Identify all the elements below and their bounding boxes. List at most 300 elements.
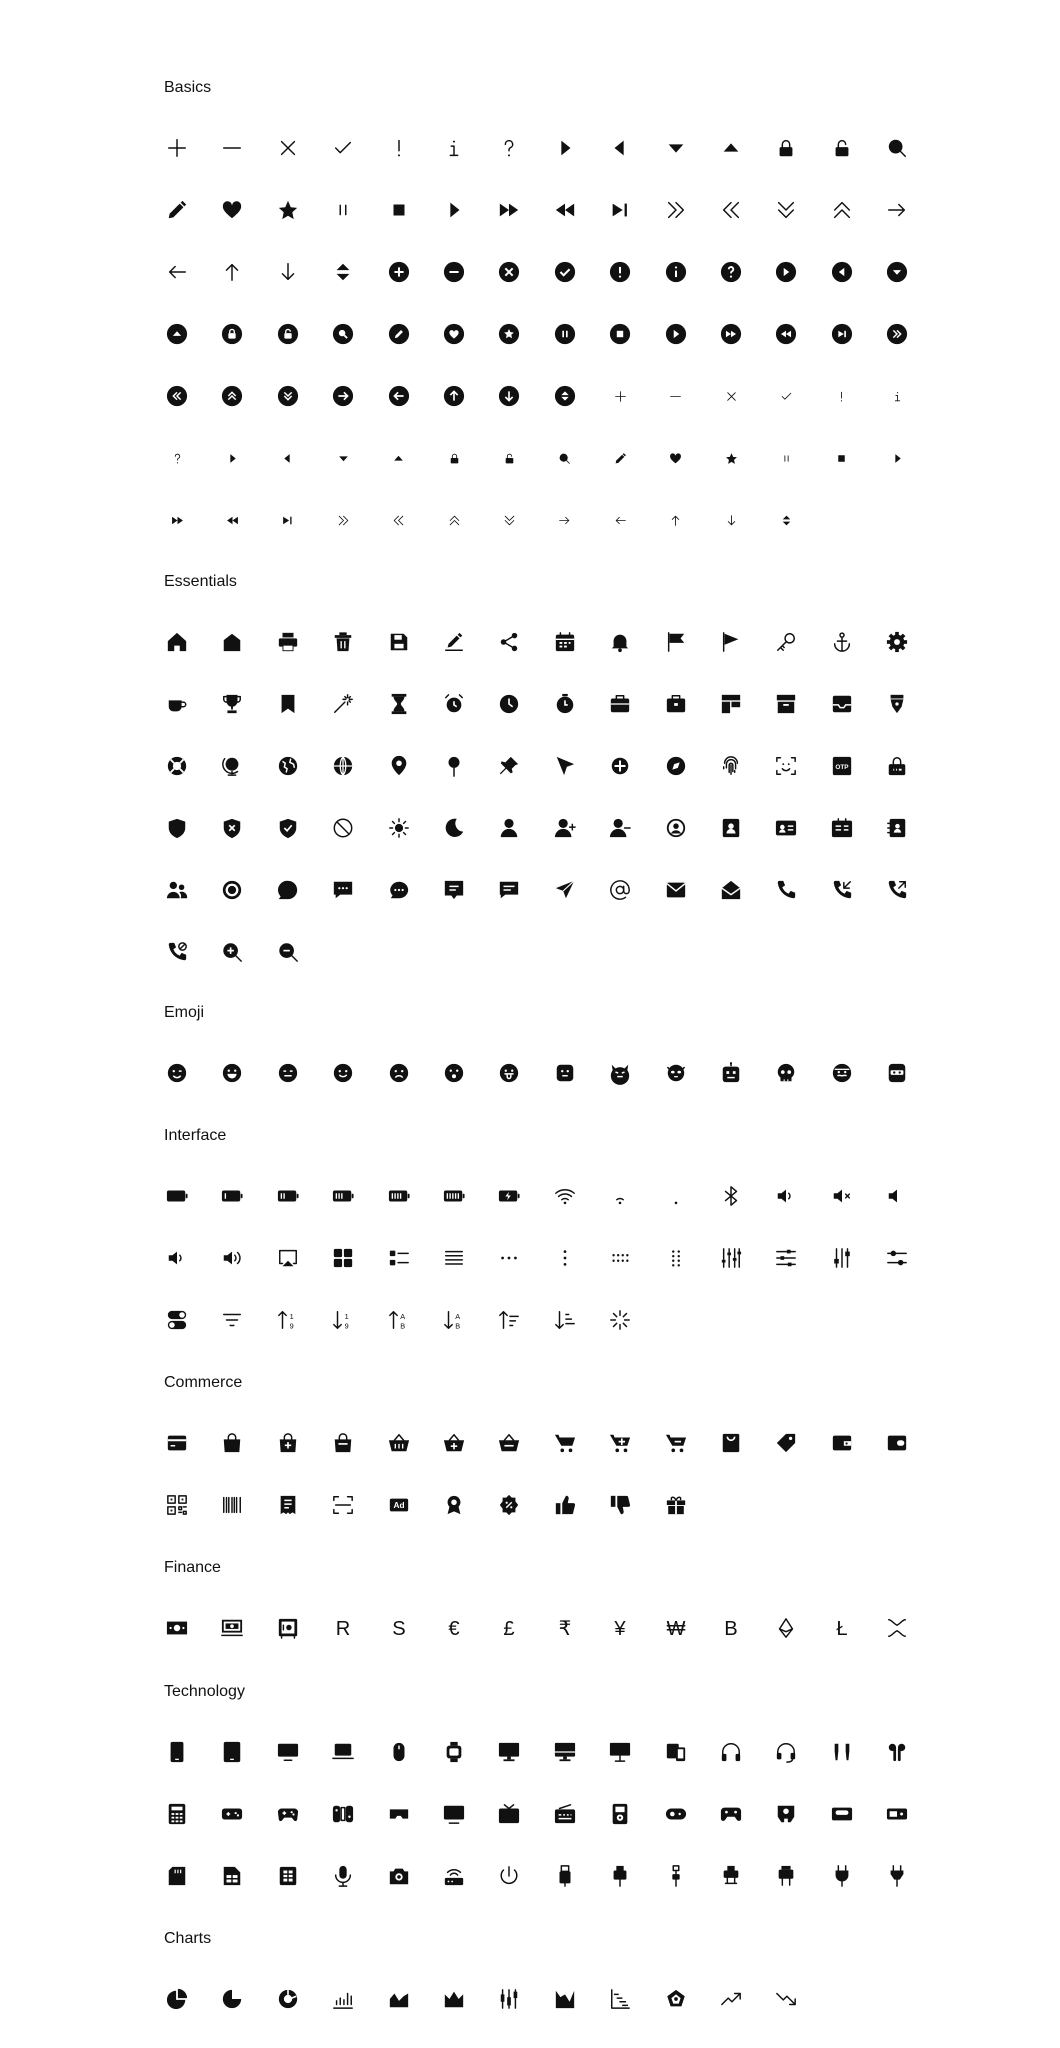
sort-amount-down-icon [551, 1306, 579, 1334]
volume-medium-icon [163, 1244, 191, 1272]
globe-alt-icon [329, 752, 357, 780]
dots-grid-horizontal-icon [606, 1244, 634, 1272]
close-circle-icon [495, 258, 523, 286]
connector-icon [717, 1862, 745, 1890]
banknotes-icon [218, 1614, 246, 1642]
award-badge-icon [440, 1491, 468, 1519]
block-icon [329, 814, 357, 842]
sliders-alt-icon [828, 1244, 856, 1272]
mail-icon [662, 876, 690, 904]
rewind-icon [551, 196, 579, 224]
fast-forward-circle-icon [717, 320, 745, 348]
moon-icon [440, 814, 468, 842]
pencil-circle-icon [385, 320, 413, 348]
ripple-icon [883, 1614, 911, 1642]
chevrons-down-icon [772, 196, 800, 224]
gantt-chart-icon [606, 1985, 634, 2013]
id-card-icon [772, 814, 800, 842]
chip-icon [274, 1862, 302, 1890]
section-heading: Finance [164, 1559, 221, 1576]
battery-charging-icon [495, 1182, 523, 1210]
emoji-devil-icon [606, 1059, 634, 1087]
stopwatch-icon [551, 690, 579, 718]
receipt-icon [274, 1491, 302, 1519]
grid-icon [329, 1244, 357, 1272]
tv-retro-icon [495, 1800, 523, 1828]
pushpin-icon [440, 752, 468, 780]
play-icon [440, 196, 468, 224]
radar-chart-icon [662, 1985, 690, 2013]
console-icon [883, 1800, 911, 1828]
area-chart-alt-icon [440, 1985, 468, 2013]
credit-card-icon [163, 1429, 191, 1457]
usb-icon [551, 1862, 579, 1890]
emoji-skull-icon [772, 1059, 800, 1087]
monitor-icon [274, 1738, 302, 1766]
battery-three-quarter-icon [329, 1182, 357, 1210]
svg-text:S: S [391, 1618, 406, 1641]
user-remove-icon [606, 814, 634, 842]
dots-horizontal-icon [495, 1244, 523, 1272]
bitcoin-icon [717, 1614, 745, 1642]
sort-icon [329, 258, 357, 286]
chevrons-left-small-icon [385, 506, 413, 534]
check-circle-icon [551, 258, 579, 286]
search-circle-icon [329, 320, 357, 348]
star-small-icon [717, 444, 745, 472]
svg-text:A: A [399, 1312, 405, 1322]
home-alt-icon [218, 628, 246, 656]
briefcase-alt-icon [662, 690, 690, 718]
sort-numeric-down-icon [329, 1306, 357, 1334]
sort-alpha-up-icon [385, 1306, 413, 1334]
shopping-bag-icon [218, 1429, 246, 1457]
minus-small-icon [662, 382, 690, 410]
reverse-play-small-icon [274, 444, 302, 472]
pie-chart-alt-icon [218, 1985, 246, 2013]
phone-icon [772, 876, 800, 904]
trash-icon [329, 628, 357, 656]
user-circle-icon [662, 814, 690, 842]
address-book-icon [883, 814, 911, 842]
chevrons-left-icon [717, 196, 745, 224]
section-heading: Charts [164, 1930, 212, 1947]
svg-text:A: A [455, 1312, 461, 1322]
target-icon [218, 876, 246, 904]
list-icon [385, 1244, 413, 1272]
calendar-icon [551, 628, 579, 656]
caret-up-small-icon [385, 444, 413, 472]
emoji-tongue-icon [495, 1059, 523, 1087]
svg-text:Ad: Ad [393, 1501, 405, 1511]
section-heading: Technology [164, 1683, 245, 1700]
sliders-icon [883, 1244, 911, 1272]
key-icon [772, 628, 800, 656]
chevrons-left-circle-icon [163, 382, 191, 410]
radio-icon [551, 1800, 579, 1828]
fast-forward-icon [495, 196, 523, 224]
loader-icon [606, 1306, 634, 1334]
chevrons-down-circle-icon [274, 382, 302, 410]
svg-text:¥: ¥ [614, 1618, 626, 1641]
search-small-icon [551, 444, 579, 472]
reverse-play-icon [606, 134, 634, 162]
emoji-alien-icon [662, 1059, 690, 1087]
chevrons-up-icon [828, 196, 856, 224]
arrow-left-circle-icon [385, 382, 413, 410]
chevrons-up-small-icon [440, 506, 468, 534]
svg-text:9: 9 [289, 1321, 294, 1331]
flag-alt-icon [717, 628, 745, 656]
ad-icon [385, 1491, 413, 1519]
check-small-icon [772, 382, 800, 410]
play-icon [551, 134, 579, 162]
hourglass-icon [385, 690, 413, 718]
plus-icon [163, 134, 191, 162]
stop-icon [385, 196, 413, 224]
rupee-icon [551, 1614, 579, 1642]
emoji-laugh-icon [218, 1059, 246, 1087]
svg-text:B: B [724, 1618, 738, 1641]
skip-next-small-icon [274, 506, 302, 534]
pencil-icon [163, 196, 191, 224]
stop-small-icon [828, 444, 856, 472]
airplay-icon [274, 1244, 302, 1272]
lock-icon [772, 134, 800, 162]
question-small-icon [163, 444, 191, 472]
svg-text:1: 1 [289, 1312, 294, 1322]
caret-up-icon [717, 134, 745, 162]
cart-icon [551, 1429, 579, 1457]
desktop-icon [495, 1738, 523, 1766]
arrow-left-small-icon [606, 506, 634, 534]
basket-alt-icon [495, 1429, 523, 1457]
edit-icon [440, 628, 468, 656]
laptop-icon [329, 1738, 357, 1766]
play-small-icon [883, 444, 911, 472]
pen-nib-icon [883, 690, 911, 718]
save-icon [385, 628, 413, 656]
crosshair-icon [606, 752, 634, 780]
rand-icon [329, 1614, 357, 1642]
skip-next-circle-icon [828, 320, 856, 348]
area-chart-icon [385, 1985, 413, 2013]
gear-icon [883, 628, 911, 656]
plug-alt-icon [883, 1862, 911, 1890]
chevrons-right-icon [662, 196, 690, 224]
password-lock-icon [883, 752, 911, 780]
arrow-right-small-icon [551, 506, 579, 534]
trend-down-icon [772, 1985, 800, 2013]
battery-half-icon [274, 1182, 302, 1210]
usb-stick-icon [662, 1862, 690, 1890]
gift-icon [662, 1491, 690, 1519]
sort-small-icon [772, 506, 800, 534]
joystick-icon [662, 1800, 690, 1828]
unlock-small-icon [495, 444, 523, 472]
tablet-icon [218, 1738, 246, 1766]
phone-device-icon [163, 1738, 191, 1766]
flag-icon [662, 628, 690, 656]
emoji-wink-icon [163, 1059, 191, 1087]
briefcase-icon [606, 690, 634, 718]
caret-down-small-icon [329, 444, 357, 472]
anchor-icon [828, 628, 856, 656]
tag-icon [772, 1429, 800, 1457]
fast-forward-small-icon [163, 506, 191, 534]
euro-icon [440, 1614, 468, 1642]
globe-icon [274, 752, 302, 780]
shield-check-icon [274, 814, 302, 842]
sun-icon [385, 814, 413, 842]
svg-text:€: € [448, 1618, 460, 1641]
vr-headset-icon [385, 1800, 413, 1828]
search-icon [883, 134, 911, 162]
svg-text:1: 1 [344, 1312, 349, 1322]
pause-icon [329, 196, 357, 224]
emoji-smile-icon [329, 1059, 357, 1087]
star-circle-icon [495, 320, 523, 348]
emoji-sad-icon [385, 1059, 413, 1087]
shopping-bag-alt-icon [329, 1429, 357, 1457]
user-add-icon [551, 814, 579, 842]
sort-alpha-down-icon [440, 1306, 468, 1334]
svg-text:₹: ₹ [558, 1618, 572, 1641]
emoji-square-face-icon [551, 1059, 579, 1087]
message-text-icon [495, 876, 523, 904]
reverse-play-circle-icon [828, 258, 856, 286]
cassette-icon [828, 1800, 856, 1828]
printer-icon [274, 628, 302, 656]
emoji-neutral-icon [274, 1059, 302, 1087]
stop-circle-icon [606, 320, 634, 348]
basket-add-icon [440, 1429, 468, 1457]
discount-badge-icon [495, 1491, 523, 1519]
message-icon [440, 876, 468, 904]
arrow-down-small-icon [717, 506, 745, 534]
controller-alt-icon [717, 1800, 745, 1828]
emoji-bearded-icon [828, 1059, 856, 1087]
pause-circle-icon [551, 320, 579, 348]
arrow-down-circle-icon [495, 382, 523, 410]
yen-icon [606, 1614, 634, 1642]
emoji-robot-icon [717, 1059, 745, 1087]
caret-down-circle-icon [883, 258, 911, 286]
question-circle-icon [717, 258, 745, 286]
section-heading: Basics [164, 79, 212, 96]
controller-retro-icon [772, 1800, 800, 1828]
battery-empty-icon [163, 1182, 191, 1210]
unlock-icon [828, 134, 856, 162]
info-icon [440, 134, 468, 162]
candlestick-chart-icon [495, 1985, 523, 2013]
play-circle-icon [662, 320, 690, 348]
globe-stand-icon [218, 752, 246, 780]
emoji-ninja-icon [883, 1059, 911, 1087]
face-scan-icon [772, 752, 800, 780]
power-icon [495, 1862, 523, 1890]
section-heading: Commerce [164, 1374, 243, 1391]
exclamation-icon [385, 134, 413, 162]
banknote-icon [163, 1614, 191, 1642]
arrow-up-small-icon [662, 506, 690, 534]
archive-icon [772, 690, 800, 718]
svg-text:Ł: Ł [836, 1618, 848, 1641]
sort-circle-icon [551, 382, 579, 410]
battery-full-icon [440, 1182, 468, 1210]
arrow-up-circle-icon [440, 382, 468, 410]
litecoin-icon [828, 1614, 856, 1642]
plus-small-icon [606, 382, 634, 410]
svg-text:B: B [455, 1321, 461, 1331]
controller-icon [274, 1800, 302, 1828]
sim-card-icon [218, 1862, 246, 1890]
microphone-icon [329, 1862, 357, 1890]
phone-outgoing-icon [883, 876, 911, 904]
arrow-up-icon [218, 258, 246, 286]
desktop-stand-icon [606, 1738, 634, 1766]
shopping-bag-add-icon [274, 1429, 302, 1457]
layout-icon [717, 690, 745, 718]
compass-icon [662, 752, 690, 780]
close-icon [274, 134, 302, 162]
wallet-alt-icon [883, 1429, 911, 1457]
router-icon [440, 1862, 468, 1890]
contact-icon [717, 814, 745, 842]
bar-chart-icon [329, 1985, 357, 2013]
qr-code-icon [163, 1491, 191, 1519]
map-pin-icon [385, 752, 413, 780]
svg-text:R: R [335, 1618, 351, 1641]
pie-chart-icon [163, 1985, 191, 2013]
usb-alt-icon [606, 1862, 634, 1890]
mail-open-icon [717, 876, 745, 904]
emoji-surprised-icon [440, 1059, 468, 1087]
arrow-left-icon [163, 258, 191, 286]
basket-icon [385, 1429, 413, 1457]
arrow-right-circle-icon [329, 382, 357, 410]
headphones-icon [717, 1738, 745, 1766]
fingerprint-icon [717, 752, 745, 780]
battery-high-icon [385, 1182, 413, 1210]
trend-up-icon [717, 1985, 745, 2013]
wifi-full-icon [551, 1182, 579, 1210]
send-icon [551, 876, 579, 904]
home-icon [163, 628, 191, 656]
arrow-down-icon [274, 258, 302, 286]
svg-text:9: 9 [344, 1321, 349, 1331]
magic-wand-icon [329, 690, 357, 718]
toggle-icon [163, 1306, 191, 1334]
exclamation-circle-icon [606, 258, 634, 286]
pause-small-icon [772, 444, 800, 472]
wifi-none-icon [662, 1182, 690, 1210]
users-icon [163, 876, 191, 904]
exclamation-small-icon [828, 382, 856, 410]
section-heading: Essentials [164, 573, 237, 590]
phone-blocked-icon [163, 938, 191, 966]
thumbs-down-icon [606, 1491, 634, 1519]
scan-icon [329, 1491, 357, 1519]
wifi-low-icon [606, 1182, 634, 1210]
cart-add-icon [606, 1429, 634, 1457]
lock-circle-icon [218, 320, 246, 348]
barcode-icon [218, 1491, 246, 1519]
won-icon [662, 1614, 690, 1642]
ethereum-icon [772, 1614, 800, 1642]
check-icon [329, 134, 357, 162]
airpods-icon [883, 1738, 911, 1766]
pencil-small-icon [606, 444, 634, 472]
volume-high-icon [218, 1244, 246, 1272]
play-small-icon [218, 444, 246, 472]
battery-low-icon [218, 1182, 246, 1210]
filter-icon [218, 1306, 246, 1334]
thumbtack-icon [495, 752, 523, 780]
waterfall-chart-icon [551, 1985, 579, 2013]
smartwatch-icon [440, 1738, 468, 1766]
heart-small-icon [662, 444, 690, 472]
chat-ellipsis-icon [385, 876, 413, 904]
thumbs-up-icon [551, 1491, 579, 1519]
plug-icon [828, 1862, 856, 1890]
svg-text:B: B [399, 1321, 405, 1331]
svg-text:£: £ [503, 1618, 515, 1641]
at-sign-icon [606, 876, 634, 904]
connector-alt-icon [772, 1862, 800, 1890]
section-heading: Interface [164, 1127, 227, 1144]
unlock-circle-icon [274, 320, 302, 348]
chevrons-up-circle-icon [218, 382, 246, 410]
headset-icon [772, 1738, 800, 1766]
camera-icon [385, 1862, 413, 1890]
play-circle-icon [772, 258, 800, 286]
clock-icon [495, 690, 523, 718]
cart-remove-icon [662, 1429, 690, 1457]
skip-next-icon [606, 196, 634, 224]
speaker-icon [883, 1182, 911, 1210]
ipod-icon [606, 1800, 634, 1828]
svg-text:₩: ₩ [666, 1618, 686, 1641]
info-circle-icon [662, 258, 690, 286]
coffee-icon [163, 690, 191, 718]
section-heading: Emoji [164, 1004, 205, 1021]
safe-icon [274, 1614, 302, 1642]
alarm-icon [440, 690, 468, 718]
shield-icon [163, 814, 191, 842]
star-icon [274, 196, 302, 224]
sliders-horizontal-icon [772, 1244, 800, 1272]
heart-circle-icon [440, 320, 468, 348]
chat-bubble-icon [274, 876, 302, 904]
share-icon [495, 628, 523, 656]
lock-small-icon [440, 444, 468, 472]
donut-chart-icon [274, 1985, 302, 2013]
minus-circle-icon [440, 258, 468, 286]
caret-up-circle-icon [163, 320, 191, 348]
heart-icon [218, 196, 246, 224]
chat-dots-icon [329, 876, 357, 904]
tv-icon [440, 1800, 468, 1828]
bookmark-icon [274, 690, 302, 718]
sort-numeric-up-icon [274, 1306, 302, 1334]
badge-icon [828, 814, 856, 842]
question-icon [495, 134, 523, 162]
sd-card-icon [163, 1862, 191, 1890]
earbuds-icon [828, 1738, 856, 1766]
bluetooth-icon [717, 1182, 745, 1210]
phone-incoming-icon [828, 876, 856, 904]
